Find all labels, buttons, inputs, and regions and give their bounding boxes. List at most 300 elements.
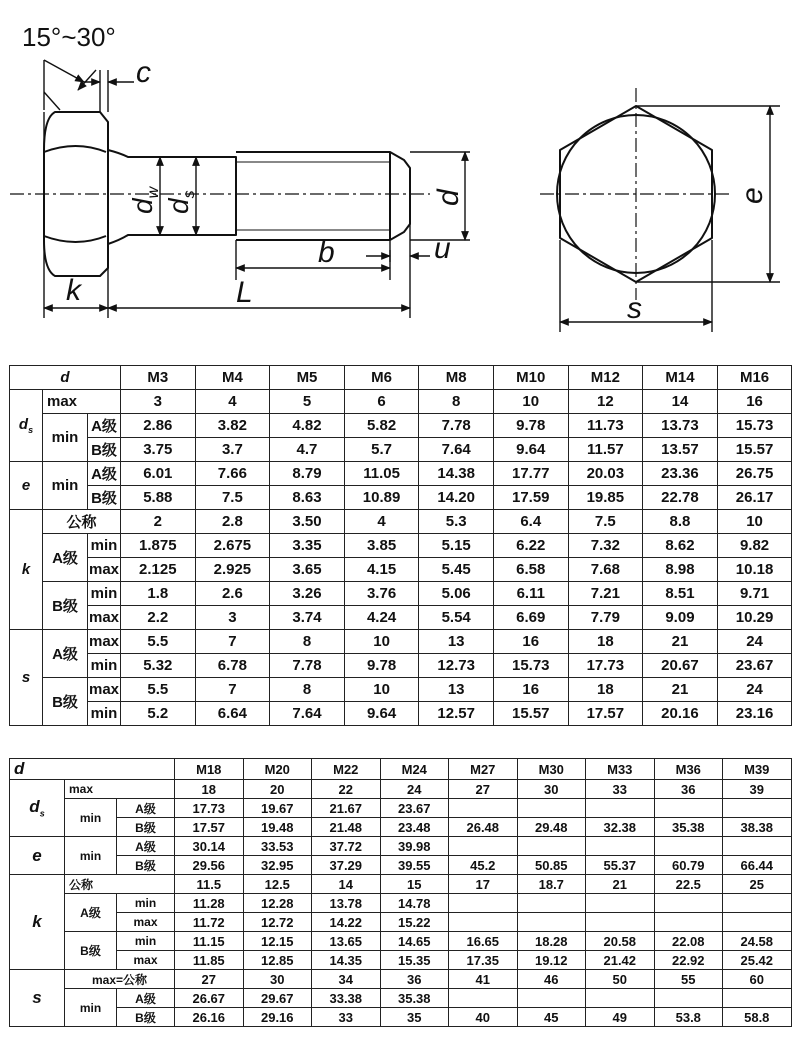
column-header: M4 <box>195 366 270 390</box>
column-header: M24 <box>380 759 449 780</box>
table-cell: 20.58 <box>586 932 655 951</box>
column-header: M22 <box>312 759 381 780</box>
table-cell: 24 <box>717 630 792 654</box>
table-cell: 3 <box>121 390 196 414</box>
table-cell: 2.8 <box>195 510 270 534</box>
table-cell <box>723 799 792 818</box>
column-header: M18 <box>175 759 244 780</box>
table-cell: 3.74 <box>270 606 345 630</box>
table-cell: 32.38 <box>586 818 655 837</box>
e-label: e <box>10 837 65 875</box>
column-header: M27 <box>449 759 518 780</box>
k-b-min-label: min <box>88 582 121 606</box>
table-cell: 13 <box>419 630 494 654</box>
table-cell: 60.79 <box>654 856 723 875</box>
table-cell: 6.69 <box>493 606 568 630</box>
table-cell: 26.75 <box>717 462 792 486</box>
table-cell: 23.67 <box>717 654 792 678</box>
table-cell: 17.77 <box>493 462 568 486</box>
table-header-row <box>10 759 792 780</box>
s-a-grade-label: A级 <box>117 989 175 1008</box>
table-cell: 2.86 <box>121 414 196 438</box>
table-cell <box>449 799 518 818</box>
ds-min-label: min <box>43 414 88 462</box>
table-cell: 9.78 <box>344 654 419 678</box>
column-header: M33 <box>586 759 655 780</box>
dim-s-label: s <box>627 292 642 325</box>
table-cell: 21 <box>586 875 655 894</box>
e-b-grade-label: B级 <box>117 856 175 875</box>
table-cell: 14.38 <box>419 462 494 486</box>
s-a-max-label: max <box>88 630 121 654</box>
table-cell: 40 <box>449 1008 518 1027</box>
table-cell: 12.73 <box>419 654 494 678</box>
table-cell: 21.42 <box>586 951 655 970</box>
table-cell: 24.58 <box>723 932 792 951</box>
table-row <box>10 875 792 894</box>
table-cell: 7.32 <box>568 534 643 558</box>
table-cell: 26.48 <box>449 818 518 837</box>
table-cell: 11.57 <box>568 438 643 462</box>
table-cell <box>723 837 792 856</box>
table-row <box>10 462 792 486</box>
table-cell: 50.85 <box>517 856 586 875</box>
table-cell: 3.65 <box>270 558 345 582</box>
table-cell: 5.15 <box>419 534 494 558</box>
k-b-min-label: min <box>117 932 175 951</box>
table-cell: 9.64 <box>493 438 568 462</box>
table-cell <box>586 799 655 818</box>
table-cell: 8.8 <box>643 510 718 534</box>
table-cell: 1.875 <box>121 534 196 558</box>
table-cell: 20 <box>243 780 312 799</box>
table-cell: 21 <box>643 678 718 702</box>
e-b-grade-label: B级 <box>88 486 121 510</box>
table-row <box>10 414 792 438</box>
ds-label: $d_s$ <box>10 390 43 462</box>
table-row <box>10 654 792 678</box>
table-cell: 33 <box>312 1008 381 1027</box>
table-cell: 13.78 <box>312 894 381 913</box>
table-cell: 10 <box>717 510 792 534</box>
table-cell: 18.28 <box>517 932 586 951</box>
table-row <box>10 913 792 932</box>
table-cell: 15.22 <box>380 913 449 932</box>
k-a-grade-label: A级 <box>43 534 88 582</box>
table-cell: 19.85 <box>568 486 643 510</box>
table-cell: 5.5 <box>121 678 196 702</box>
table-cell: 9.09 <box>643 606 718 630</box>
column-header: M12 <box>568 366 643 390</box>
column-header: M3 <box>121 366 196 390</box>
column-header: M8 <box>419 366 494 390</box>
s-a-grade-label: A级 <box>43 630 88 678</box>
table-cell: 3.50 <box>270 510 345 534</box>
table-cell: 33 <box>586 780 655 799</box>
table-cell: 22 <box>312 780 381 799</box>
table-cell: 14 <box>312 875 381 894</box>
table-cell: 66.44 <box>723 856 792 875</box>
ds-min-label: min <box>65 799 117 837</box>
table-cell: 21.67 <box>312 799 381 818</box>
table-row <box>10 486 792 510</box>
table-cell: 60 <box>723 970 792 989</box>
table-cell: 4 <box>195 390 270 414</box>
table-cell: 20.67 <box>643 654 718 678</box>
table-cell: 11.72 <box>175 913 244 932</box>
table-cell: 46 <box>517 970 586 989</box>
table-cell: 20.16 <box>643 702 718 726</box>
k-a-min-label: min <box>117 894 175 913</box>
table-row <box>10 390 792 414</box>
table-row <box>10 989 792 1008</box>
table-cell: 22.08 <box>654 932 723 951</box>
table-cell: 7 <box>195 678 270 702</box>
bolt-head-face-lower <box>44 236 106 242</box>
ds-a-grade-label: A级 <box>88 414 121 438</box>
table-cell: 8.79 <box>270 462 345 486</box>
table-cell: 23.67 <box>380 799 449 818</box>
table-cell: 9.71 <box>717 582 792 606</box>
k-a-max-label: max <box>117 913 175 932</box>
table-cell: 10 <box>344 678 419 702</box>
k-b-grade-label: B级 <box>43 582 88 630</box>
table-row <box>10 558 792 582</box>
table-cell: 12.15 <box>243 932 312 951</box>
k-label: k <box>10 875 65 970</box>
table-cell <box>654 913 723 932</box>
k-a-max-label: max <box>88 558 121 582</box>
table-cell: 2 <box>121 510 196 534</box>
table-cell: 6 <box>344 390 419 414</box>
table-cell <box>586 989 655 1008</box>
table-cell: 22.78 <box>643 486 718 510</box>
table-cell: 39.98 <box>380 837 449 856</box>
table-cell: 5.82 <box>344 414 419 438</box>
s-max-nominal-label: max=公称 <box>65 970 175 989</box>
s-b-max-label: max <box>88 678 121 702</box>
table-cell: 23.48 <box>380 818 449 837</box>
table-cell: 32.95 <box>243 856 312 875</box>
table-cell <box>723 894 792 913</box>
table-row <box>10 894 792 913</box>
ds-max-label: max <box>65 780 175 799</box>
angle-label: 15°~30° <box>22 22 116 52</box>
table-cell: 5.32 <box>121 654 196 678</box>
table-cell: 23.36 <box>643 462 718 486</box>
table-cell: 10.29 <box>717 606 792 630</box>
table-cell: 7.5 <box>195 486 270 510</box>
table-cell: 13.57 <box>643 438 718 462</box>
table-cell: 26.17 <box>717 486 792 510</box>
table-cell: 13 <box>419 678 494 702</box>
table-row <box>10 438 792 462</box>
table-cell <box>517 837 586 856</box>
column-header: M5 <box>270 366 345 390</box>
table-cell: 49 <box>586 1008 655 1027</box>
table-cell: 13.65 <box>312 932 381 951</box>
table-cell: 3.7 <box>195 438 270 462</box>
table-cell: 1.8 <box>121 582 196 606</box>
table-cell: 35 <box>380 1008 449 1027</box>
table-cell: 15.57 <box>717 438 792 462</box>
table-cell <box>654 799 723 818</box>
s-label: s <box>10 630 43 726</box>
table-cell: 20.03 <box>568 462 643 486</box>
table-cell: 2.6 <box>195 582 270 606</box>
table-cell: 7.78 <box>419 414 494 438</box>
table-cell: 16 <box>717 390 792 414</box>
table-cell <box>586 913 655 932</box>
table-row <box>10 510 792 534</box>
dimension-table-m3-m16 <box>9 365 792 726</box>
table-cell: 17.35 <box>449 951 518 970</box>
table-cell: 5.3 <box>419 510 494 534</box>
table-cell: 30 <box>517 780 586 799</box>
table-cell: 7.21 <box>568 582 643 606</box>
header-label: d <box>10 366 121 390</box>
table-cell: 16 <box>493 678 568 702</box>
dim-b-label: b <box>318 236 335 269</box>
table-cell: 21.48 <box>312 818 381 837</box>
table-cell <box>517 894 586 913</box>
table-cell: 15 <box>380 875 449 894</box>
table-cell: 19.12 <box>517 951 586 970</box>
s-label: s <box>10 970 65 1027</box>
table-cell: 3.35 <box>270 534 345 558</box>
table-row <box>10 606 792 630</box>
table-row <box>10 799 792 818</box>
table-cell: 9.64 <box>344 702 419 726</box>
bolt-thread <box>236 152 410 240</box>
table-cell: 2.125 <box>121 558 196 582</box>
column-header: M39 <box>723 759 792 780</box>
table-cell: 15.57 <box>493 702 568 726</box>
table-cell: 6.4 <box>493 510 568 534</box>
table-cell: 25 <box>723 875 792 894</box>
table-cell: 30 <box>243 970 312 989</box>
table-header-row <box>10 366 792 390</box>
table-cell: 17.73 <box>175 799 244 818</box>
table-cell: 14.22 <box>312 913 381 932</box>
table-cell <box>449 989 518 1008</box>
table-cell: 5.45 <box>419 558 494 582</box>
table-cell: 22.5 <box>654 875 723 894</box>
k-b-max-label: max <box>88 606 121 630</box>
table-cell: 8.62 <box>643 534 718 558</box>
table-cell: 58.8 <box>723 1008 792 1027</box>
table-cell: 11.05 <box>344 462 419 486</box>
dimension-table-m18-m39 <box>9 758 792 1027</box>
header-label: d <box>10 759 175 780</box>
table-cell: 16 <box>493 630 568 654</box>
table-cell: 12.57 <box>419 702 494 726</box>
ds-a-grade-label: A级 <box>117 799 175 818</box>
table-cell: 8.98 <box>643 558 718 582</box>
table-cell: 14 <box>643 390 718 414</box>
table-cell: 39 <box>723 780 792 799</box>
table-cell: 24 <box>717 678 792 702</box>
ds-label: $d_s$ <box>10 780 65 837</box>
table-cell: 17.57 <box>568 702 643 726</box>
table-cell: 27 <box>175 970 244 989</box>
table-row <box>10 951 792 970</box>
ds-max-label: max <box>43 390 121 414</box>
table-cell: 5.7 <box>344 438 419 462</box>
table-row <box>10 702 792 726</box>
table-cell: 29.16 <box>243 1008 312 1027</box>
table-cell: 3 <box>195 606 270 630</box>
table-cell <box>517 799 586 818</box>
k-b-max-label: max <box>117 951 175 970</box>
table-cell: 3.82 <box>195 414 270 438</box>
table-cell: 11.28 <box>175 894 244 913</box>
table-cell: 9.82 <box>717 534 792 558</box>
table-cell: 4.82 <box>270 414 345 438</box>
dim-e-label: e <box>736 187 769 204</box>
table-row <box>10 856 792 875</box>
table-cell: 55.37 <box>586 856 655 875</box>
table-cell: 19.67 <box>243 799 312 818</box>
table-cell: 12 <box>568 390 643 414</box>
table-cell: 53.8 <box>654 1008 723 1027</box>
table-cell: 7.64 <box>419 438 494 462</box>
table-cell: 16.65 <box>449 932 518 951</box>
table-cell: 7.66 <box>195 462 270 486</box>
e-a-grade-label: A级 <box>117 837 175 856</box>
table-cell: 11.5 <box>175 875 244 894</box>
dim-u-label: u <box>434 232 451 265</box>
dim-dw-label: $d_w$ <box>127 186 162 214</box>
table-cell <box>449 894 518 913</box>
table-cell: 10 <box>493 390 568 414</box>
table-cell: 7.5 <box>568 510 643 534</box>
table-cell: 6.01 <box>121 462 196 486</box>
table-cell: 30.14 <box>175 837 244 856</box>
dim-k-label: k <box>66 274 81 307</box>
table-cell: 8.51 <box>643 582 718 606</box>
table-cell: 21 <box>643 630 718 654</box>
table-cell: 10.18 <box>717 558 792 582</box>
table-row <box>10 837 792 856</box>
table-cell: 18 <box>175 780 244 799</box>
table-cell: 55 <box>654 970 723 989</box>
table-cell: 25.42 <box>723 951 792 970</box>
table-cell: 35.38 <box>654 818 723 837</box>
table-cell: 29.67 <box>243 989 312 1008</box>
table-cell: 15.73 <box>717 414 792 438</box>
table-cell <box>586 837 655 856</box>
column-header: M36 <box>654 759 723 780</box>
k-nominal-label: 公称 <box>65 875 175 894</box>
table-cell: 35.38 <box>380 989 449 1008</box>
table-cell: 41 <box>449 970 518 989</box>
table-cell <box>449 913 518 932</box>
e-a-grade-label: A级 <box>88 462 121 486</box>
table-cell: 8.63 <box>270 486 345 510</box>
table-cell: 7.79 <box>568 606 643 630</box>
table-row <box>10 970 792 989</box>
table-cell: 36 <box>654 780 723 799</box>
table-cell: 7.78 <box>270 654 345 678</box>
dim-L-label: L <box>236 276 253 309</box>
table-row <box>10 534 792 558</box>
table-cell: 45.2 <box>449 856 518 875</box>
table-row <box>10 630 792 654</box>
k-a-min-label: min <box>88 534 121 558</box>
table-cell: 2.925 <box>195 558 270 582</box>
table-cell: 5.2 <box>121 702 196 726</box>
table-cell <box>586 894 655 913</box>
table-cell: 4.7 <box>270 438 345 462</box>
table-row <box>10 932 792 951</box>
table-cell: 37.72 <box>312 837 381 856</box>
column-header: M16 <box>717 366 792 390</box>
table-cell: 33.53 <box>243 837 312 856</box>
table-cell: 14.65 <box>380 932 449 951</box>
table-cell: 15.73 <box>493 654 568 678</box>
table-cell: 6.22 <box>493 534 568 558</box>
table-cell: 39.55 <box>380 856 449 875</box>
table-cell: 12.28 <box>243 894 312 913</box>
s-min-label: min <box>65 989 117 1027</box>
e-label: e <box>10 462 43 510</box>
table-cell: 29.48 <box>517 818 586 837</box>
table-cell: 12.72 <box>243 913 312 932</box>
table-cell: 10 <box>344 630 419 654</box>
table-cell: 8 <box>270 630 345 654</box>
table-cell: 27 <box>449 780 518 799</box>
table-row <box>10 780 792 799</box>
table-cell <box>449 837 518 856</box>
e-min-label: min <box>43 462 88 510</box>
table-cell <box>654 837 723 856</box>
table-cell: 12.85 <box>243 951 312 970</box>
table-cell: 3.26 <box>270 582 345 606</box>
table-cell <box>654 894 723 913</box>
column-header: M6 <box>344 366 419 390</box>
table-row <box>10 678 792 702</box>
ds-b-grade-label: B级 <box>88 438 121 462</box>
table-cell: 3.75 <box>121 438 196 462</box>
table-cell: 7 <box>195 630 270 654</box>
table-cell: 50 <box>586 970 655 989</box>
table-cell: 6.58 <box>493 558 568 582</box>
column-header: M14 <box>643 366 718 390</box>
table-cell: 10.89 <box>344 486 419 510</box>
table-cell: 5 <box>270 390 345 414</box>
table-row <box>10 1008 792 1027</box>
table-row <box>10 582 792 606</box>
k-label: k <box>10 510 43 630</box>
table-cell <box>723 989 792 1008</box>
table-cell: 6.78 <box>195 654 270 678</box>
table-cell: 2.2 <box>121 606 196 630</box>
table-cell: 19.48 <box>243 818 312 837</box>
table-cell: 4.15 <box>344 558 419 582</box>
table-cell: 11.15 <box>175 932 244 951</box>
table-cell <box>517 913 586 932</box>
table-cell <box>654 989 723 1008</box>
s-b-min-label: min <box>88 702 121 726</box>
table-cell: 5.54 <box>419 606 494 630</box>
k-a-grade-label: A级 <box>65 894 117 932</box>
table-cell: 11.73 <box>568 414 643 438</box>
table-cell: 17.73 <box>568 654 643 678</box>
table-cell: 17.59 <box>493 486 568 510</box>
table-cell: 29.56 <box>175 856 244 875</box>
table-cell: 6.11 <box>493 582 568 606</box>
